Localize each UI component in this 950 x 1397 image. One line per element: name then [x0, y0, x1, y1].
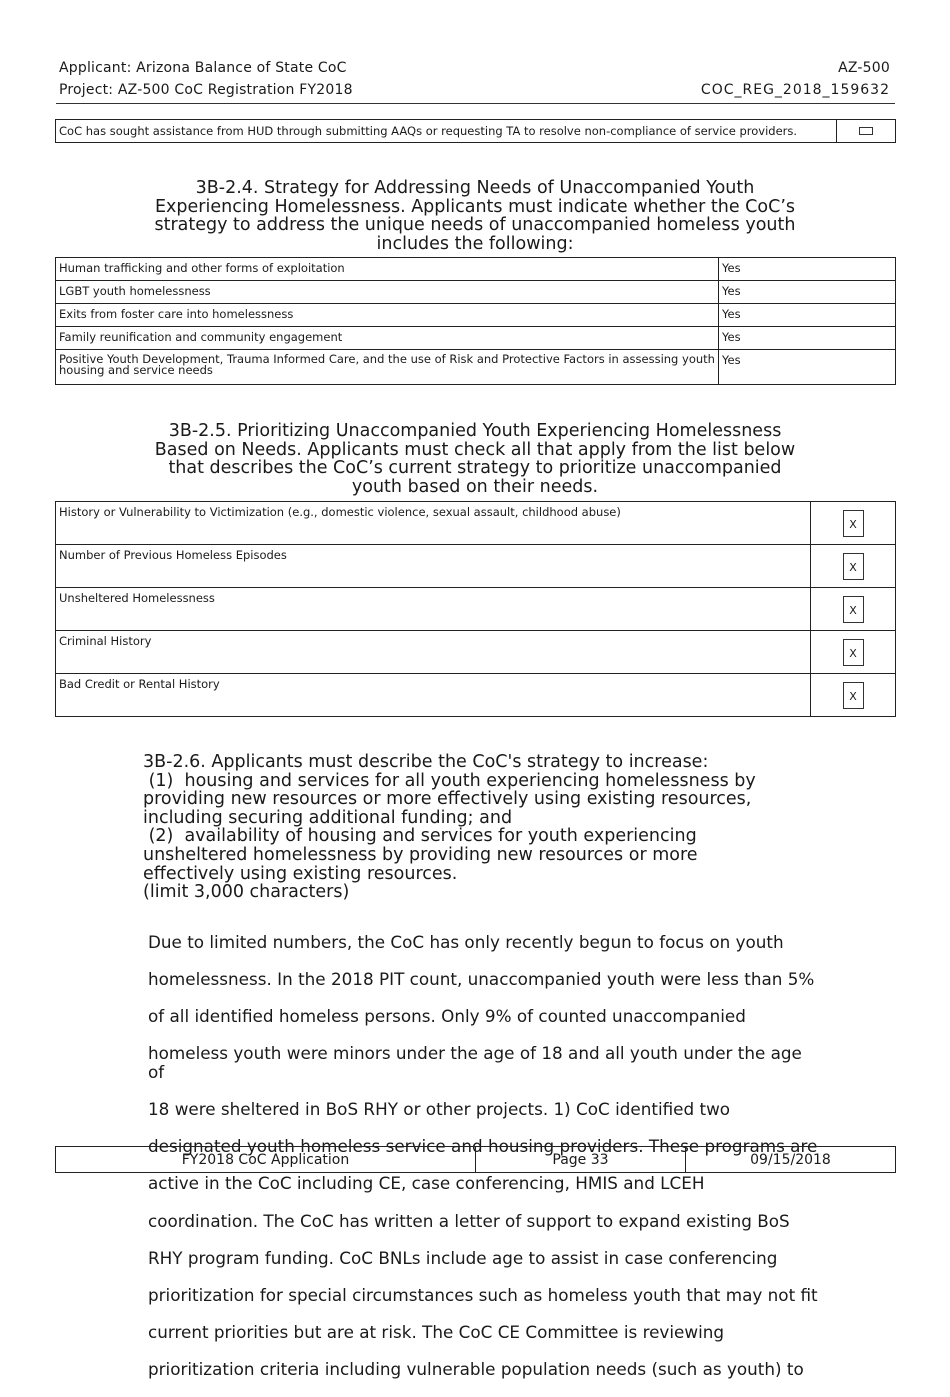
- prompt-line: including securing additional funding; and: [143, 807, 513, 828]
- page-footer: [55, 1146, 896, 1173]
- answer-line: homeless youth were minors under the age of 18 and all youth under the age of: [148, 1043, 802, 1082]
- prioritization-checkbox[interactable]: [811, 631, 896, 674]
- youth-needs-table: [55, 257, 896, 385]
- table-row: [56, 350, 896, 385]
- row-label: Criminal History: [56, 631, 811, 674]
- table-row: [56, 304, 896, 327]
- answer-line: prioritization criteria including vulnerable population needs (such as youth) to: [148, 1359, 804, 1380]
- row-label: LGBT youth homelessness: [56, 281, 719, 304]
- row-value: Yes: [719, 258, 896, 281]
- prompt-line: 3B-2.6. Applicants must describe the CoC's strategy to increase:: [143, 752, 709, 772]
- section-3b25-title-line: youth based on their needs.: [351, 476, 599, 497]
- section-3b26-prompt: [143, 753, 823, 902]
- checkbox-x-icon: X: [843, 682, 864, 709]
- answer-line: RHY program funding. CoC BNLs include age to assist in case conferencing: [148, 1247, 778, 1268]
- row-label: Number of Previous Homeless Episodes: [56, 545, 811, 588]
- row-value: Yes: [719, 281, 896, 304]
- answer-line: Due to limited numbers, the CoC has only recently begun to focus on youth: [148, 931, 784, 952]
- prompt-line: (1) housing and services for all youth experiencing homelessness by: [143, 770, 756, 791]
- row-value: Yes: [719, 350, 896, 385]
- footer-date: 09/15/2018: [686, 1147, 896, 1173]
- youth-prioritization-table: [55, 501, 896, 717]
- table-row: [56, 327, 896, 350]
- table-row: [56, 258, 896, 281]
- section-3b24-title: [100, 179, 850, 253]
- section-3b24-title-line: 3B-2.4. Strategy for Addressing Needs of Unaccompanied Youth: [195, 178, 755, 198]
- section-3b25-title-line: that describes the CoC’s current strategy to prioritize unaccompanied: [168, 458, 782, 478]
- section-3b25-title: [100, 422, 850, 496]
- table-row: [56, 502, 896, 545]
- answer-line: prioritization for special circumstances such as homeless youth that may not fit: [148, 1284, 818, 1305]
- table-row: [56, 588, 896, 631]
- row-label: Positive Youth Development, Trauma Informed Care, and the use of Risk and Protective Factors in assessing youth housing and service needs: [56, 350, 719, 385]
- prompt-line: unsheltered homelessness by providing new resources or more: [143, 844, 698, 865]
- prioritization-checkbox[interactable]: [811, 588, 896, 631]
- row-value: Yes: [719, 304, 896, 327]
- table-row: [56, 281, 896, 304]
- section-3b24-title-line: strategy to address the unique needs of unaccompanied homeless youth: [154, 215, 796, 235]
- answer-line: homelessness. In the 2018 PIT count, unaccompanied youth were less than 5%: [148, 968, 815, 989]
- table-row: [56, 545, 896, 588]
- footer-page-number: Page 33: [476, 1147, 686, 1173]
- table-row: [56, 674, 896, 717]
- section-3b24-title-line: includes the following:: [376, 233, 574, 254]
- prompt-line: (limit 3,000 characters): [143, 882, 350, 903]
- hud-assistance-table: [55, 119, 896, 143]
- row-label: Unsheltered Homelessness: [56, 588, 811, 631]
- answer-line: 18 were sheltered in BoS RHY or other projects. 1) CoC identified two: [148, 1098, 731, 1119]
- checkbox-x-icon: X: [843, 596, 864, 623]
- footer-application: FY2018 CoC Application: [56, 1147, 476, 1173]
- checkbox-x-icon: X: [843, 553, 864, 580]
- prioritization-checkbox[interactable]: [811, 545, 896, 588]
- answer-line: designated youth homeless service and housing providers. These programs are: [148, 1136, 818, 1157]
- prioritization-checkbox[interactable]: [811, 674, 896, 717]
- answer-line: of all identified homeless persons. Only 9% of counted unaccompanied: [148, 1005, 746, 1026]
- row-label: Bad Credit or Rental History: [56, 674, 811, 717]
- prompt-line: effectively using existing resources.: [143, 863, 458, 884]
- row-label: Human trafficking and other forms of exploitation: [56, 258, 719, 281]
- row-label: History or Vulnerability to Victimization (e.g., domestic violence, sexual assault, childhood abuse): [56, 502, 811, 545]
- row-value: Yes: [719, 327, 896, 350]
- header-divider: [56, 103, 895, 104]
- applicant-label: Applicant: Arizona Balance of State CoC: [59, 60, 347, 76]
- hud-assistance-label: CoC has sought assistance from HUD through submitting AAQs or requesting TA to resolve non-compliance of service providers.: [56, 120, 837, 143]
- checkbox-x-icon: X: [843, 639, 864, 666]
- prompt-line: providing new resources or more effectively using existing resources,: [143, 789, 752, 810]
- answer-line: active in the CoC including CE, case conferencing, HMIS and LCEH: [148, 1173, 705, 1194]
- section-3b24-title-line: Experiencing Homelessness. Applicants must indicate whether the CoC’s: [155, 196, 795, 217]
- empty-checkbox-icon: [859, 127, 873, 135]
- answer-line: coordination. The CoC has written a letter of support to expand existing BoS: [148, 1210, 790, 1231]
- project-label: Project: AZ-500 CoC Registration FY2018: [59, 82, 353, 98]
- table-row: [56, 631, 896, 674]
- answer-line: current priorities but are at risk. The CoC CE Committee is reviewing: [148, 1322, 725, 1343]
- prioritization-checkbox[interactable]: [811, 502, 896, 545]
- section-3b25-title-line: 3B-2.5. Prioritizing Unaccompanied Youth Experiencing Homelessness: [168, 421, 782, 441]
- prompt-line: (2) availability of housing and services for youth experiencing: [143, 826, 697, 847]
- form-code: AZ-500: [838, 60, 890, 76]
- checkbox-x-icon: X: [843, 510, 864, 537]
- row-label: Exits from foster care into homelessness: [56, 304, 719, 327]
- section-3b25-title-line: Based on Needs. Applicants must check all that apply from the list below: [154, 439, 796, 460]
- row-label: Family reunification and community engagement: [56, 327, 719, 350]
- hud-assistance-checkbox[interactable]: [837, 120, 896, 143]
- registration-id: COC_REG_2018_159632: [700, 82, 890, 98]
